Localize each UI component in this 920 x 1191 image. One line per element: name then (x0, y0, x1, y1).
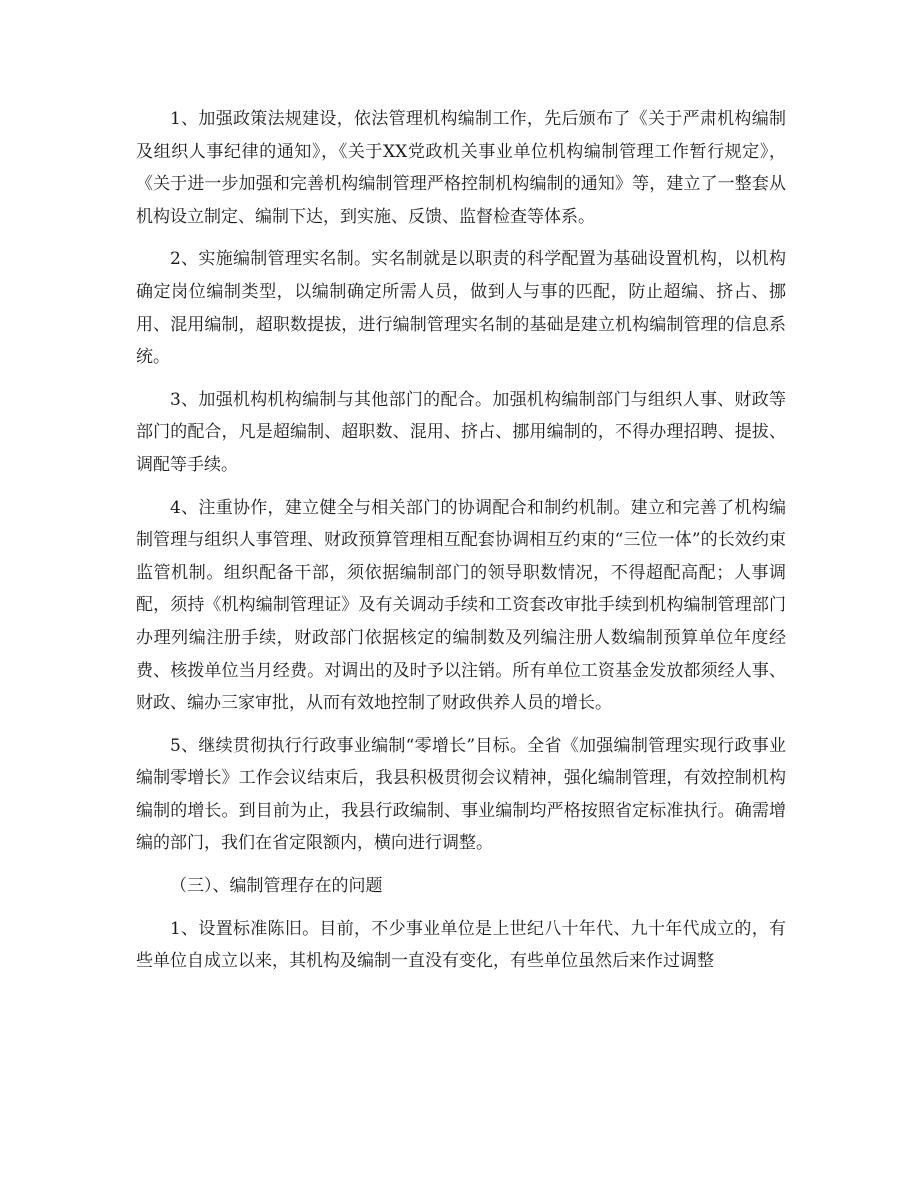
paragraph-1: 1、加强政策法规建设，依法管理机构编制工作，先后颁布了《关于严肃机构编制及组织人事纪律的通知》，《关于XX党政机关事业单位机构编制管理工作暂行规定》，《关于进一步加强和完善机构编制管理严格控制机构编制的通知》等，建立了一整套从机构设立制定、编制下达，到实施、反馈、监督检查等体系。 (136, 109, 786, 227)
section-heading: （三）、编制管理存在的问题 (170, 876, 383, 897)
paragraph-3: 3、加强机构机构编制与其他部门的配合。加强机构编制部门与组织人事、财政等部门的配合，凡是超编制、超职数、混用、挤占、挪用编制的，不得办理招聘、提拔、调配等手续。 (136, 389, 786, 475)
paragraph-6: 1、设置标准陈旧。目前，不少事业单位是上世纪八十年代、九十年代成立的，有些单位自成立以来，其机构及编制一直没有变化，有些单位虽然后来作过调整 (136, 918, 786, 972)
paragraph-5: 5、继续贯彻执行行政事业编制“零增长”目标。全省《加强编制管理实现行政事业编制零增长》工作会议结束后，我县积极贯彻会议精神，强化编制管理，有效控制机构编制的增长。到目前为止，我县行政编制、事业编制均严格按照省定标准执行。确需增编的部门，我们在省定限额内，横向进行调整。 (136, 735, 786, 854)
paragraph-2: 2、实施编制管理实名制。实名制就是以职责的科学配置为基础设置机构，以机构确定岗位编制类型，以编制确定所需人员，做到人与事的匹配，防止超编、挤占、挪用、混用编制，超职数提拔，进行编制管理实名制的基础是建立机构编制管理的信息系统。 (136, 249, 786, 368)
document-body (136, 103, 786, 988)
paragraph-4: 4、注重协作，建立健全与相关部门的协调配合和制约机制。建立和完善了机构编制管理与组织人事管理、财政预算管理相互配套协调相互约束的“三位一体”的长效约束监管机制。组织配备干部，须依据编制部门的领导职数情况，不得超配高配；人事调配，须持《机构编制管理证》及有关调动手续和工资套改审批手续到机构编制管理部门办理列编注册手续，财政部门依据核定的编制数及列编注册人数编制预算单位年度经费、核拨单位当月经费。对调出的及时予以注销。所有单位工资基金发放都须经人事、财政、编办三家审批，从而有效地控制了财政供养人员的增长。 (136, 497, 786, 714)
